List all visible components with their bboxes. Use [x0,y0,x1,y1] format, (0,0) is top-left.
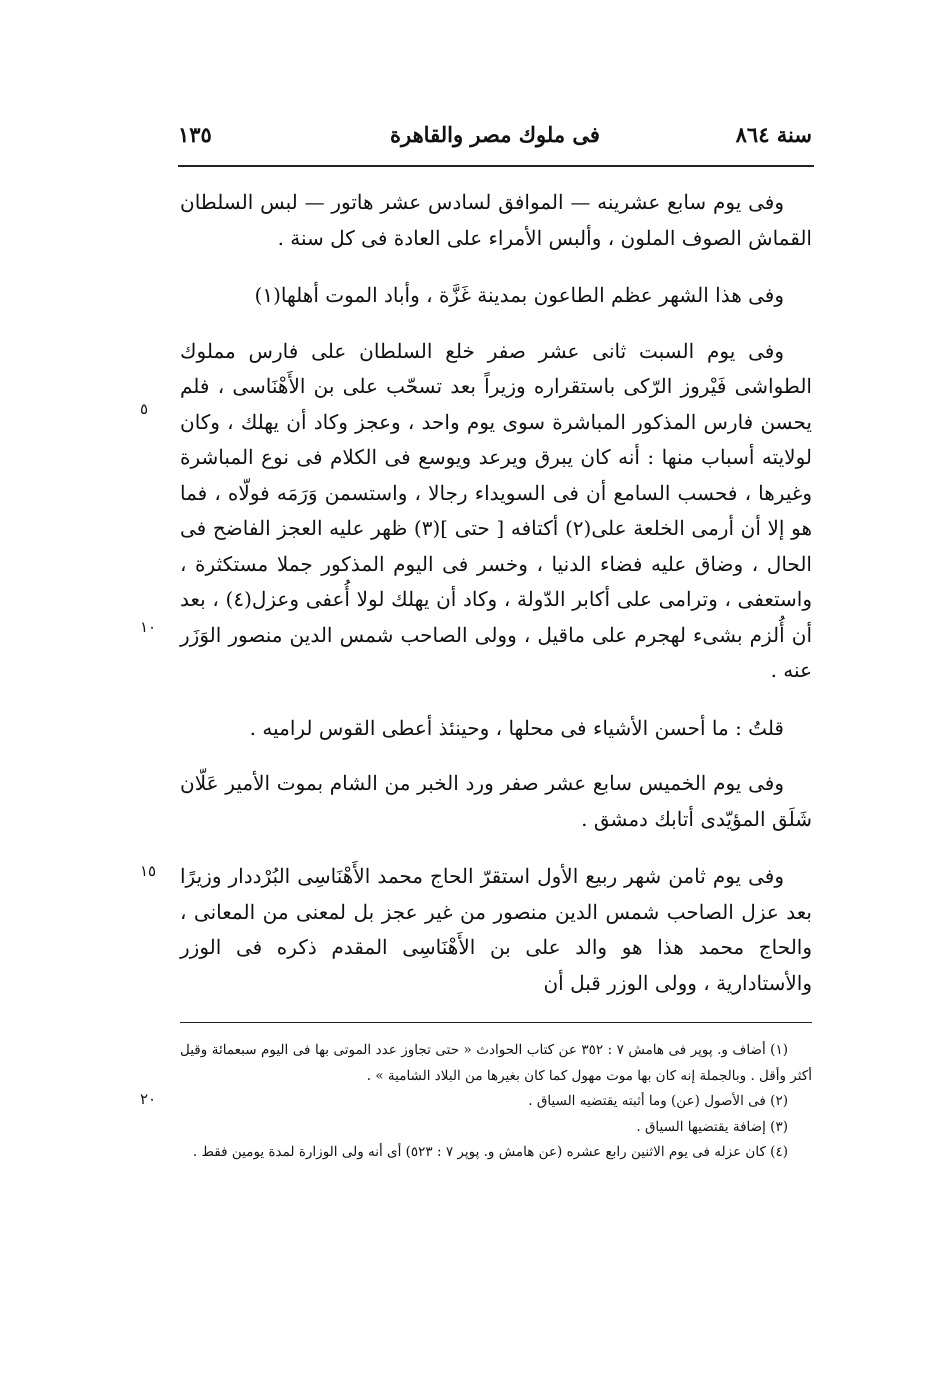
footnotes [180,1038,812,1166]
line-number-5: ٥ [140,400,149,418]
line-number-15: ١٥ [140,862,157,880]
line-number-20: ٢٠ [140,1090,157,1108]
paragraph-6: وفى يوم ثامن شهر ربيع الأول استقرّ الحاج محمد الأَهْنَاسِى البُرْددار وزيرًا بعد عزل الصاحب شمس الدين منصور من غير عجز بل لمعنى من المعانى ، والحاج محمد هذا هو والد على بن الأَهْنَاسِى المقدم ذكره فى الوزر والأستادارية ، وولى الوزر قبل أن [180,864,812,995]
header-year: سنة ٨٦٤ [735,122,812,147]
page-number: ١٣٥ [178,122,212,147]
footnote-2: (٢) فى الأصول (عن) وما أثبته يقتضيه السياق . [528,1093,788,1109]
header-title: فى ملوك مصر والقاهرة [390,122,600,147]
running-header [178,122,812,158]
paragraph-1: وفى يوم سابع عشرينه — الموافق لسادس عشر هاتور — لبس السلطان القماش الصوف الملون ، وألبس الأمراء على العادة فى كل سنة . [180,190,812,250]
paragraph-4: قلتُ : ما أحسن الأشياء فى محلها ، وحينئذ أعطى القوس لراميه . [249,715,784,740]
footnote-3: (٣) إضافة يقتضيها السياق . [636,1118,788,1135]
paragraph-3: وفى يوم السبت ثانى عشر صفر خلع السلطان على فارس مملوك الطواشى فَيْروز الرّكى باستقراره وزيراً بعد تسحّب على بن الأَهْنَاسى ، فلم يحسن فارس المذكور المباشرة سوى يوم واحد ، وعجز وكاد أن يهلك ، وكان لولايته أسباب منها : أنه كان يبرق ويرعد ويوسع فى الكلام فى نوع المباشرة وغيرها ، فحسب السامع أن فى السويداء رجالا ، واستسمن وَرَمَه فولّاه ، فما هو إلا أن أرمى الخلعة على(٢) أكتافه [ حتى ](٣) ظهر عليه العجز الفاضح فى الحال ، وضاق عليه فضاء الدنيا ، وخسر فى اليوم المذكور جملا مستكثرة ، واستعفى ، وترامى على أكابر الدّولة ، وكاد أن يهلك لولا أُعفى وعزل(٤) ، بعد أن أُلزم بشىء لهجرم على ماقيل ، وولى الصاحب شمس الدين منصور الوَزَر عنه . [180,338,813,682]
header-rule [178,165,814,167]
footnote-4: (٤) كان عزله فى يوم الاثنين رابع عشره (عن هامش و. پوپر ٧ : ٥٢٣) أى أنه ولى الوزارة لمدة يومين فقط . [192,1144,788,1160]
paragraph-2: وفى هذا الشهر عظم الطاعون بمدينة غَزَّة ، وأباد الموت أهلها(١) [254,283,784,307]
paragraph-5: وفى يوم الخميس سابع عشر صفر ورد الخبر من الشام بموت الأمير عَلّان شَلَق المؤيّدى أتابك دمشق . [180,771,812,831]
footnote-1: (١) أضاف و. پوپر فى هامش ٧ : ٣٥٢ عن كتاب الحوادث « حتى تجاوز عدد الموتى بها فى اليوم سبعمائة وقيل أكثر وأقل . وبالجملة إنه كان بها موت مهول كما كان بغيرها من البلاد الشامية » . [180,1042,812,1084]
footnote-rule [180,1022,812,1023]
line-number-10: ١٠ [140,618,157,636]
main-text [180,185,812,1001]
